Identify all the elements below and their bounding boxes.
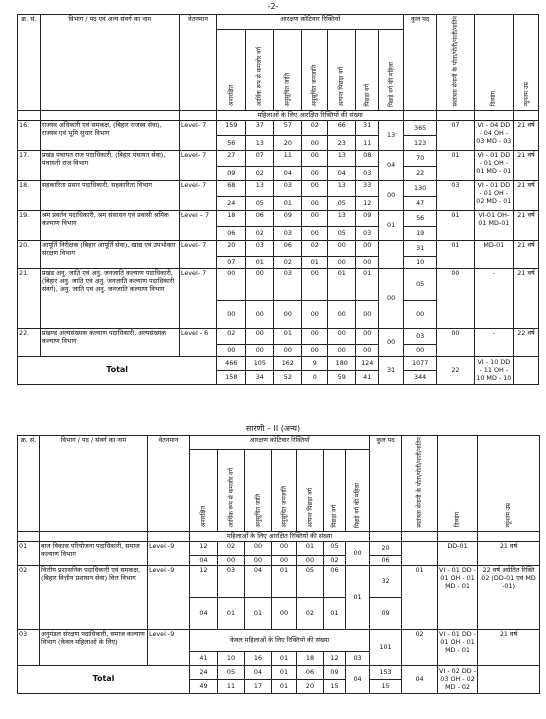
value-cell: 02 xyxy=(218,541,245,555)
total-women-value: 0 xyxy=(302,370,328,384)
value-cell: 00 xyxy=(246,328,274,344)
value-cell: 20 xyxy=(217,240,246,256)
value-cell: 02 xyxy=(217,328,246,344)
bc-women-value: 00 xyxy=(379,180,404,210)
disabled-value: VI - 01 DD - 01 OH - 01 MD - 01 xyxy=(438,629,478,665)
col-st: अनुसूचित जनजाति xyxy=(311,65,319,107)
women-value-cell: 00 xyxy=(302,135,328,150)
bc-women-value: 00 xyxy=(346,541,370,565)
freedom-fighter-value: 01 xyxy=(437,210,474,240)
row-department-name: प्रखण्ड अल्पसंख्यक कल्याण पदाधिकारी, अल्पसंख्यक कल्याण विभाग xyxy=(40,328,179,356)
women-value-cell: 01 xyxy=(245,597,272,629)
value-cell: 00 xyxy=(356,328,379,344)
women-value-cell: 04 xyxy=(190,555,218,565)
total-posts-value: 365 xyxy=(404,120,437,135)
disabled-value: - xyxy=(474,268,513,328)
col-sc: अनुसूचित जाति xyxy=(254,493,262,528)
women-total-value: 06 xyxy=(370,555,402,565)
women-value-cell: 00 xyxy=(217,344,246,356)
min-age-value: 21 वर्ष xyxy=(514,240,539,268)
value-cell: 04 xyxy=(245,565,272,597)
women-value-cell: 06 xyxy=(217,226,246,240)
value-cell: 66 xyxy=(328,120,356,135)
total-posts-value: 20 xyxy=(370,541,402,555)
women-value-cell: 12 xyxy=(356,196,379,210)
total-value: 124 xyxy=(356,356,379,370)
total-women-value: 49 xyxy=(190,679,218,693)
value-cell: 08 xyxy=(356,150,379,166)
value-cell: 00 xyxy=(302,180,328,196)
freedom-fighter-value: 03 xyxy=(437,180,474,210)
header-department: विभाग / पद एवं अन्य संवर्ग का नाम xyxy=(40,15,179,111)
row-department-name: आपूर्ति निरीक्षक (बिहार आपूर्ति सेवा), खाद्य एवं उपभोक्ता संरक्षण विभाग xyxy=(40,240,179,268)
women-value-cell: 03 xyxy=(274,226,302,240)
min-age-value: 21 वर्ष xyxy=(514,268,539,328)
women-value-cell: 13 xyxy=(246,135,274,150)
bc-women-value xyxy=(379,240,404,268)
women-value-cell: 56 xyxy=(217,135,246,150)
col-bc: पिछड़ा वर्ग xyxy=(363,83,371,107)
total-women-value: 158 xyxy=(217,370,246,384)
women-value-cell: 24 xyxy=(217,196,246,210)
total-value: 24 xyxy=(190,665,218,679)
women-value-cell: 07 xyxy=(217,256,246,268)
women-value-cell: 00 xyxy=(272,597,297,629)
row-pay-level: Level – 7 xyxy=(179,210,216,240)
header-pay-level: वेतनमान xyxy=(148,436,190,532)
freedom-fighter-value: 01 xyxy=(437,240,474,268)
value-cell: 00 xyxy=(356,240,379,256)
col-sc: अनुसूचित जाति xyxy=(284,72,292,107)
women-total-value: 22 xyxy=(404,166,437,180)
total-value: 04 xyxy=(245,665,272,679)
women-value-cell: 00 xyxy=(302,196,328,210)
col-ews: आर्थिक रूप से कमजोर वर्ग xyxy=(227,468,235,528)
grand-total: 153 xyxy=(370,665,402,679)
women-value-cell: 03 xyxy=(356,166,379,180)
women-value-cell: 00 xyxy=(328,256,356,268)
total-value: 01 xyxy=(272,665,297,679)
value-cell: 03 xyxy=(218,565,245,597)
value-cell: 05 xyxy=(297,565,324,597)
total-women-value: 34 xyxy=(246,370,274,384)
women-value-cell: 00 xyxy=(274,300,302,328)
women-value-cell: 04 xyxy=(190,597,218,629)
min-age-value: 22 वर्ष xyxy=(514,328,539,356)
col-unreserved: अनारक्षित xyxy=(200,506,207,528)
women-total-value: 123 xyxy=(404,135,437,150)
value-cell: 33 xyxy=(356,180,379,196)
bc-women-value: 00 xyxy=(379,268,404,328)
value-cell: 00 xyxy=(245,541,272,555)
women-total-value: 00 xyxy=(404,344,437,356)
bc-women-value: 01 xyxy=(346,565,370,629)
header-freedom-fighter: स्वतंत्रता सेनानी के पोता/पोती/नाती/नातिन xyxy=(402,436,438,532)
value-cell: 37 xyxy=(246,120,274,135)
women-value-cell: 00 xyxy=(274,344,302,356)
total-value: 180 xyxy=(328,356,356,370)
total-label: Total xyxy=(18,665,190,693)
bc-women-value: 01 xyxy=(379,210,404,240)
col-bc-women: पिछड़े वर्ग की महिला xyxy=(354,482,362,528)
header-sl: क्र. सं. xyxy=(18,15,41,111)
row-pay-level: Level- 7 xyxy=(179,268,216,328)
min-age-value: 22 वर्ष अग्रेतित रिक्ति 02 (DD-01 एवं MD -01) xyxy=(478,565,540,629)
value-cell: 31 xyxy=(356,120,379,135)
table-row xyxy=(18,565,540,597)
header-sl: क्र. सं. xyxy=(18,436,40,532)
bc-women-value: 03 xyxy=(346,651,370,665)
total-posts-value: 32 xyxy=(370,565,402,597)
row-department-name: राजस्व अधिकारी एवं समकक्ष, (बिहार राजस्व सेवा), राजस्व एवं भूमि सुधार विभाग xyxy=(40,120,179,150)
total-freedom-fighter: 04 xyxy=(402,665,438,693)
women-value-cell: 23 xyxy=(328,135,356,150)
vacancy-table-1 xyxy=(17,14,539,385)
vacancy-table-2 xyxy=(17,435,540,694)
total-women-value: 01 xyxy=(272,679,297,693)
total-freedom-fighter: 22 xyxy=(437,356,474,384)
freedom-fighter-value xyxy=(402,541,438,565)
disabled-value: DD-01 xyxy=(438,541,478,565)
table-row xyxy=(18,541,540,555)
row-pay-level: Level -9 xyxy=(148,629,190,665)
row-department-name: बाल विकास परियोजना पदाधिकारी, समाज कल्याण विभाग xyxy=(40,541,148,565)
total-posts-value: 56 xyxy=(404,210,437,226)
women-total-value: 09 xyxy=(370,597,402,629)
header-pay-level: वेतनमान xyxy=(179,15,216,111)
women-value-cell: 00 xyxy=(328,344,356,356)
total-row xyxy=(18,665,540,679)
row-sl: 16. xyxy=(18,120,41,150)
table-row xyxy=(18,120,539,135)
total-age-empty xyxy=(514,356,539,384)
value-cell: 05 xyxy=(324,541,346,555)
total-women-value: 11 xyxy=(218,679,245,693)
women-value-cell: 01 xyxy=(274,196,302,210)
value-cell: 03 xyxy=(274,180,302,196)
value-cell: 00 xyxy=(302,150,328,166)
women-value-cell: 16 xyxy=(245,651,272,665)
women-value-cell: 00 xyxy=(297,555,324,565)
women-value-cell: 00 xyxy=(356,300,379,328)
women-value-cell: 03 xyxy=(356,226,379,240)
disabled-value: VI - 01 DD - 01 OH - 01 MD - 01 xyxy=(474,150,513,180)
total-bc-women: 31 xyxy=(379,356,404,384)
women-value-cell: 05 xyxy=(246,196,274,210)
women-total-value: 47 xyxy=(404,196,437,210)
value-cell: 00 xyxy=(328,240,356,256)
value-cell: 06 xyxy=(324,565,346,597)
header-total-posts: कुल पद xyxy=(370,436,402,532)
col-bc-women: पिछड़े वर्ग की महिला xyxy=(387,61,395,107)
value-cell: 11 xyxy=(274,150,302,166)
value-cell: 12 xyxy=(190,541,218,555)
women-value-cell: 00 xyxy=(217,300,246,328)
bc-women-value: 13 xyxy=(379,120,404,150)
value-cell: 01 xyxy=(297,541,324,555)
women-value-cell: 41 xyxy=(190,651,218,665)
women-value-cell: 11 xyxy=(356,135,379,150)
table-row xyxy=(18,210,539,226)
value-cell: 00 xyxy=(302,268,328,300)
value-cell: 27 xyxy=(217,150,246,166)
grand-total: 1077 xyxy=(404,356,437,370)
row-sl: 21. xyxy=(18,268,41,328)
total-label: Total xyxy=(18,356,217,384)
min-age-value: 21 वर्ष xyxy=(514,210,539,240)
total-women-value: 15 xyxy=(324,679,346,693)
women-value-cell: 00 xyxy=(356,344,379,356)
total-value: 06 xyxy=(297,665,324,679)
row-pay-level: Level -9 xyxy=(148,541,190,565)
total-bc-women: 04 xyxy=(346,665,370,693)
header-disabled: दिव्यांग xyxy=(438,436,478,532)
women-value-cell: 05 xyxy=(328,196,356,210)
value-cell: 13 xyxy=(246,180,274,196)
women-only-note: केवल महिलाओं के लिए रिक्तियों की संख्या xyxy=(190,629,370,651)
row-pay-level: Level- 7 xyxy=(179,240,216,268)
row-sl: 20. xyxy=(18,240,41,268)
table-row xyxy=(18,150,539,166)
header-min-age: न्यूनतम उम्र xyxy=(514,15,539,111)
value-cell: 09 xyxy=(356,210,379,226)
value-cell: 01 xyxy=(328,268,356,300)
women-total-value: 00 xyxy=(404,300,437,328)
value-cell: 01 xyxy=(272,565,297,597)
table2-title: सारणी – II (अन्य) xyxy=(245,424,301,433)
women-value-cell: 00 xyxy=(272,555,297,565)
disabled-value: VI - 01 DD - 01 OH - 02 MD - 01 xyxy=(474,180,513,210)
value-cell: 18 xyxy=(217,210,246,226)
value-cell: 01 xyxy=(274,328,302,344)
total-age-empty xyxy=(478,665,540,693)
col-unreserved: अनारक्षित xyxy=(227,85,235,107)
women-value-cell: 00 xyxy=(328,300,356,328)
header-reservation: आरक्षण कोटिवार रिक्तियाँ xyxy=(217,15,404,30)
value-cell: 06 xyxy=(246,210,274,226)
freedom-fighter-value: 01 xyxy=(402,565,438,629)
header-total-posts: कुल पद xyxy=(404,15,437,111)
women-value-cell: 20 xyxy=(274,135,302,150)
row-pay-level: Level- 7 xyxy=(179,180,216,210)
women-value-cell: 01 xyxy=(218,597,245,629)
women-value-cell: 12 xyxy=(324,651,346,665)
col-bc: पिछड़ा वर्ग xyxy=(331,504,338,528)
disabled-value: VI-01 OH-01 MD-01 xyxy=(474,210,513,240)
value-cell: 02 xyxy=(302,240,328,256)
women-value-cell: 02 xyxy=(246,226,274,240)
row-pay-level: Level- 7 xyxy=(179,120,216,150)
min-age-value: 21 वर्ष xyxy=(514,120,539,150)
row-department-name: श्रम प्रवर्तन पदाधिकारी, श्रम संसाधन एवं प्रवासी श्रमिक कल्याण विभाग xyxy=(40,210,179,240)
value-cell: 57 xyxy=(274,120,302,135)
women-value-cell: 00 xyxy=(302,300,328,328)
women-value-cell: 00 xyxy=(246,344,274,356)
value-cell: 00 xyxy=(217,268,246,300)
value-cell: 00 xyxy=(246,268,274,300)
women-total-value: 10 xyxy=(404,256,437,268)
women-value-cell: 00 xyxy=(245,555,272,565)
women-total-value: 19 xyxy=(404,226,437,240)
table-row xyxy=(18,328,539,344)
total-value: 105 xyxy=(246,356,274,370)
header-min-age: न्यूनतम उम्र xyxy=(478,436,540,532)
value-cell: 13 xyxy=(328,210,356,226)
value-cell: 06 xyxy=(274,240,302,256)
min-age-value: 21 वर्ष xyxy=(478,629,540,665)
row-pay-level: Level - 6 xyxy=(179,328,216,356)
total-posts-value: 101 xyxy=(370,629,402,665)
total-posts-value: 05 xyxy=(404,268,437,300)
value-cell: 02 xyxy=(302,120,328,135)
row-pay-level: Level -9 xyxy=(148,565,190,629)
total-women-value: 41 xyxy=(356,370,379,384)
value-cell: 07 xyxy=(246,150,274,166)
disabled-value: VI - 01 DD - 01 OH - 01 MD - 01 xyxy=(438,565,478,629)
col-st: अनुसूचित जनजाति xyxy=(280,486,288,528)
women-value-cell: 00 xyxy=(302,226,328,240)
row-pay-level: Level- 7 xyxy=(179,150,216,180)
value-cell: 00 xyxy=(302,210,328,226)
value-cell: 159 xyxy=(217,120,246,135)
disabled-value: MD-01 xyxy=(474,240,513,268)
freedom-fighter-value: 00 xyxy=(437,268,474,328)
header-freedom-fighter: स्वतंत्रता सेनानी के पोता/पोती/नाती/नातिन xyxy=(437,15,474,111)
women-value-cell: 00 xyxy=(246,300,274,328)
freedom-fighter-value: 01 xyxy=(437,150,474,180)
total-value: 09 xyxy=(324,665,346,679)
women-value-cell: 02 xyxy=(246,166,274,180)
value-cell: 13 xyxy=(328,180,356,196)
total-women-value: 59 xyxy=(328,370,356,384)
total-posts-value: 70 xyxy=(404,150,437,166)
disabled-value: - xyxy=(474,328,513,356)
row-sl: 01 xyxy=(18,541,40,565)
min-age-value: 21 वर्ष xyxy=(514,150,539,180)
table-row xyxy=(18,268,539,300)
value-cell: 12 xyxy=(190,565,218,597)
women-value-cell: 02 xyxy=(324,555,346,565)
women-value-cell: 01 xyxy=(246,256,274,268)
value-cell: 03 xyxy=(246,240,274,256)
freedom-fighter-value: 00 xyxy=(437,328,474,356)
col-ews: आर्थिक रूप से कमजोर वर्ग xyxy=(256,47,264,107)
page-number: -2- xyxy=(267,2,279,11)
disabled-value: VI - 04 DD - 04 OH - 03 MD - 03 xyxy=(474,120,513,150)
women-value-cell: 00 xyxy=(302,166,328,180)
bc-women-value: 00 xyxy=(379,328,404,356)
women-value-cell: 02 xyxy=(274,256,302,268)
col-ebc: अत्यन्त पिछड़ा वर्ग xyxy=(338,66,346,107)
women-reserved-note: महिलाओं के लिए आरक्षित रिक्तियों की संख्या xyxy=(217,110,404,120)
row-department-name: अनुमंडल संरक्षण पदाधिकारी, समाज कल्याण विभाग (केवल महिलाओं के लिए) xyxy=(40,629,148,665)
value-cell: 00 xyxy=(302,328,328,344)
women-value-cell: 00 xyxy=(218,555,245,565)
row-sl: 03 xyxy=(18,629,40,665)
women-value-cell: 18 xyxy=(297,651,324,665)
min-age-value: 21 वर्ष xyxy=(514,180,539,210)
value-cell: 01 xyxy=(356,268,379,300)
women-value-cell: 02 xyxy=(297,597,324,629)
total-women-value: 20 xyxy=(297,679,324,693)
total-value: 466 xyxy=(217,356,246,370)
women-value-cell: 04 xyxy=(328,166,356,180)
value-cell: 00 xyxy=(272,541,297,555)
header-reservation: आरक्षण कोटिवार रिक्तियाँ xyxy=(190,436,370,450)
women-value-cell: 01 xyxy=(324,597,346,629)
women-reserved-note: महिलाओं के लिए आरक्षित रिक्तियों की संख्या xyxy=(190,531,370,541)
header-department: विभाग / पद / संवर्ग का नाम xyxy=(40,436,148,532)
bc-women-value: 04 xyxy=(379,150,404,180)
table-row xyxy=(18,629,540,651)
women-value-cell: 10 xyxy=(218,651,245,665)
total-value: 162 xyxy=(274,356,302,370)
women-value-cell: 00 xyxy=(302,344,328,356)
women-value-cell: 01 xyxy=(302,256,328,268)
freedom-fighter-value: 02 xyxy=(402,629,438,665)
total-disabled: VI - 10 DD - 11 OH - 10 MD - 10 xyxy=(474,356,513,384)
value-cell: 13 xyxy=(328,150,356,166)
grand-total-women: 15 xyxy=(370,679,402,693)
value-cell: 00 xyxy=(328,328,356,344)
total-row xyxy=(18,356,539,370)
row-department-name: प्रखंड अनु. जाति एवं अनु. जनजाति कल्याण पदाधिकारी, (बिहार अनु. जाति एवं अनु. जनजाति कल्याण पदाधिकारी संवर्ग), अनु. जाति एवं अनु. जनजाति कल्याण विभाग xyxy=(40,268,179,328)
total-women-value: 17 xyxy=(245,679,272,693)
table-row xyxy=(18,180,539,196)
total-posts-value: 130 xyxy=(404,180,437,196)
freedom-fighter-value: 07 xyxy=(437,120,474,150)
women-value-cell: 01 xyxy=(272,651,297,665)
total-value: 9 xyxy=(302,356,328,370)
total-posts-value: 03 xyxy=(404,328,437,344)
row-sl: 02 xyxy=(18,565,40,629)
women-value-cell: 04 xyxy=(274,166,302,180)
row-sl: 19. xyxy=(18,210,41,240)
col-ebc: अत्यन्त पिछड़ा वर्ग xyxy=(306,487,314,528)
value-cell: 68 xyxy=(217,180,246,196)
total-value: 05 xyxy=(218,665,245,679)
row-department-name: वित्तीय प्रशासनिक पदाधिकारी एवं समकक्ष, (बिहार वित्तीय प्रशासन सेवा) वित्त विभाग xyxy=(40,565,148,629)
women-value-cell: 09 xyxy=(217,166,246,180)
grand-total-women: 344 xyxy=(404,370,437,384)
total-women-value: 52 xyxy=(274,370,302,384)
min-age-value: 21 वर्ष xyxy=(478,541,540,565)
row-sl: 22. xyxy=(18,328,41,356)
table-row xyxy=(18,240,539,256)
total-posts-value: 31 xyxy=(404,240,437,256)
row-department-name: सहकारिता प्रसार पदाधिकारी, सहकारिता विभाग xyxy=(40,180,179,210)
value-cell: 09 xyxy=(274,210,302,226)
row-department-name: प्रखंड पंचायत राज पदाधिकारी, (बिहार पंचायत सेवा), पंचायती राज विभाग xyxy=(40,150,179,180)
women-value-cell: 05 xyxy=(328,226,356,240)
header-disabled: दिव्यांग xyxy=(474,15,513,111)
row-sl: 17. xyxy=(18,150,41,180)
value-cell: 03 xyxy=(274,268,302,300)
women-value-cell: 00 xyxy=(356,256,379,268)
row-sl: 18. xyxy=(18,180,41,210)
total-disabled: VI - 02 DD - 03 OH - 02 MD - 02 xyxy=(439,667,477,692)
